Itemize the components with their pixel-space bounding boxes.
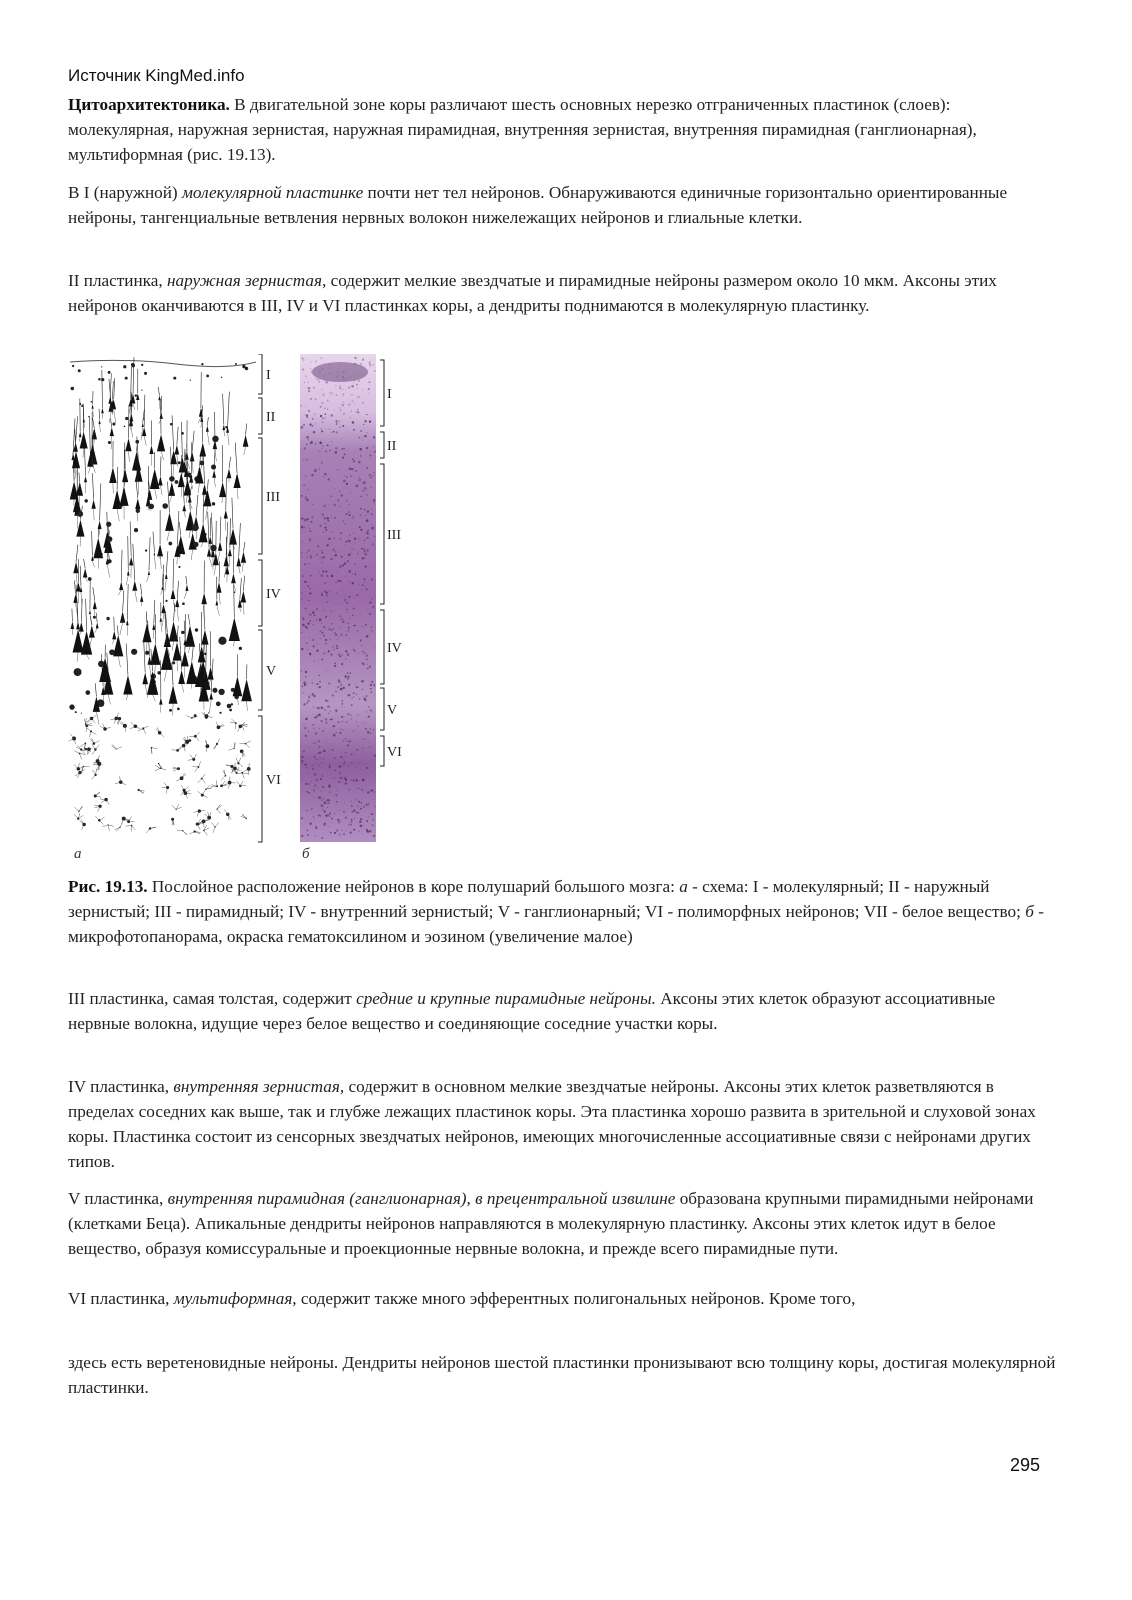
paragraph-continuation: здесь есть веретеновидные нейроны. Дендриты нейронов шестой пластинки пронизывают всю толщину коры, достигая молекулярной пластинки.	[68, 1353, 1056, 1397]
layer-label-b: III	[387, 528, 401, 543]
layer-bracket-a	[258, 716, 281, 842]
layer-label-b: II	[387, 439, 397, 454]
layer-label-a: V	[266, 664, 277, 679]
layer-label-a: III	[266, 490, 280, 505]
paragraph-layer-3: III пластинка, самая толстая, содержит средние и крупные пирамидные нейроны. Аксоны этих клеток образуют ассоциативные нервные волокна, идущие через белое вещество и соединяющие соседние участки коры.	[68, 989, 996, 1033]
layer-label-a: I	[266, 368, 271, 383]
layer-label-b: V	[387, 703, 398, 718]
caption-label: Рис. 19.13.	[68, 877, 148, 896]
figure-caption: Рис. 19.13. Послойное расположение нейронов в коре полушарий большого мозга: а - схема: I - молекулярный; II - наружный зернистый; III - пирамидный; IV - внутренний зернистый; V - ганглионарный; VI - полиморфных нейронов; VII - белое вещество; б - микрофотопанорама, окраска гематоксилином и эозином (увеличение малое)	[68, 877, 1044, 946]
layer-bracket-b	[380, 610, 402, 684]
italic-term: внутренняя зернистая,	[173, 1077, 345, 1096]
paragraph-layer-5: V пластинка, внутренняя пирамидная (ганглионарная), в прецентральной извилине образована крупными пирамидными нейронами (клетками Беца). Апикальные дендриты нейронов направляются в молекулярную пластинку. Аксоны этих клеток идут в белое вещество, образуя комиссуральные и проекционные нервные волокна, и прежде всего пирамидные пути.	[68, 1189, 1034, 1258]
layer-label-a: VI	[266, 773, 281, 788]
layer-bracket-a	[258, 560, 281, 626]
paragraph-cytoarchitectonics: Цитоархитектоника. В двигательной зоне коры различают шесть основных нерезко отграниченных пластинок (слоев): молекулярная, наружная зернистая, наружная пирамидная, внутренняя зернистая, внутренняя пирамидная (ганглионарная), мультиформная (рис. 19.13).	[68, 95, 977, 164]
italic-term: наружная зернистая,	[167, 271, 327, 290]
source-header: Источник KingMed.info	[68, 66, 245, 85]
layer-bracket-b	[380, 688, 397, 730]
layer-label-b: VI	[387, 745, 402, 760]
paragraph-layer-4: IV пластинка, внутренняя зернистая, содержит в основном мелкие звездчатые нейроны. Аксоны этих клеток разветвляются в пределах соседних как выше, так и глубже лежащих пластинок коры. Эта пластинка хорошо развита в зрительной и слуховой зонах коры. Пластинка состоит из сенсорных звездчатых нейронов, имеющих многочисленные ассоциативные связи с нейронами других типов.	[68, 1077, 1036, 1171]
layer-bracket-a	[258, 630, 276, 710]
micrograph-image	[300, 354, 376, 842]
italic-term: средние и крупные пирамидные нейроны.	[356, 989, 656, 1008]
layer-bracket-b	[380, 464, 401, 604]
figure-schema-panel	[66, 354, 292, 870]
layer-bracket-a	[258, 398, 276, 434]
layer-bracket-a	[258, 354, 271, 394]
layer-label-b: IV	[387, 641, 402, 656]
layer-bracket-b	[380, 360, 392, 426]
layer-bracket-b	[380, 736, 402, 766]
neuron-drawings	[69, 357, 256, 835]
paragraph-layer-1: В I (наружной) молекулярной пластинке почти нет тел нейронов. Обнаруживаются единичные горизонтально ориентированные нейроны, тангенциальные ветвления нервных волокон нижележащих нейронов и глиальные клетки.	[68, 183, 1008, 227]
paragraph-layer-2: II пластинка, наружная зернистая, содержит мелкие звездчатые и пирамидные нейроны размером около 10 мкм. Аксоны этих нейронов оканчиваются в III, IV и VI пластинках коры, а дендриты поднимаются в молекулярную пластинку.	[68, 271, 997, 315]
layer-label-a: II	[266, 410, 276, 425]
figure-micrograph-panel	[300, 354, 420, 870]
italic-term: внутренняя пирамидная (ганглионарная), в прецентральной извилине	[167, 1189, 676, 1208]
layer-bracket-b	[380, 432, 397, 458]
layer-label-b: I	[387, 387, 392, 402]
figure-panel-b-letter: б	[302, 846, 310, 862]
page-number: 295	[1010, 1455, 1041, 1475]
layer-bracket-a	[258, 438, 280, 554]
figure-panel-a-letter: а	[74, 846, 82, 862]
layer-label-a: IV	[266, 587, 281, 602]
italic-term: мультиформная,	[173, 1289, 297, 1308]
italic-term: молекулярной пластинке	[181, 183, 364, 202]
bold-term: Цитоархитектоника.	[68, 95, 230, 114]
paragraph-layer-6: VI пластинка, мультиформная, содержит также много эфферентных полигональных нейронов. Кроме того,	[68, 1289, 856, 1308]
